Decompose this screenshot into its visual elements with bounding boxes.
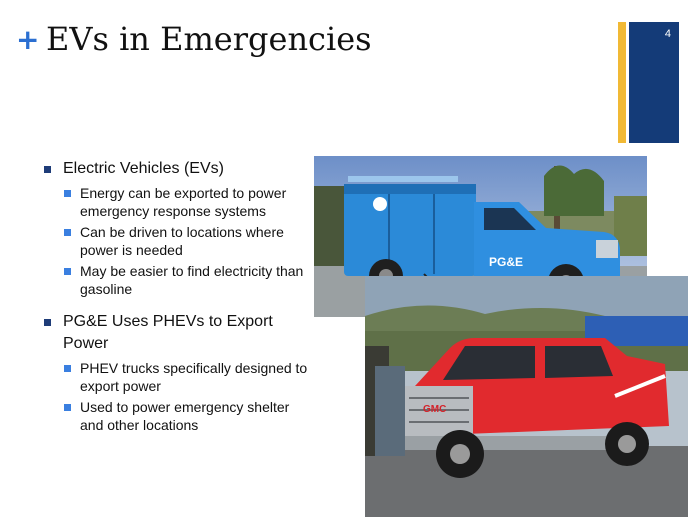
bullet-text: PG&E Uses PHEVs to Export Power bbox=[63, 313, 273, 352]
sub-bullet bbox=[44, 398, 314, 434]
sub-bullet-text: Used to power emergency shelter and other locations bbox=[80, 399, 290, 433]
gmc-badge: GMC bbox=[423, 404, 447, 415]
bullet-text: Electric Vehicles (EVs) bbox=[63, 160, 224, 177]
square-bullet-icon bbox=[44, 319, 51, 326]
square-bullet-icon bbox=[64, 190, 71, 197]
sub-bullet bbox=[44, 223, 314, 259]
photo-red-pickup-truck bbox=[365, 276, 688, 517]
sub-bullet bbox=[44, 359, 314, 395]
page-number-box bbox=[629, 22, 679, 143]
sub-bullet bbox=[44, 184, 314, 220]
red-truck-illustration bbox=[365, 276, 688, 517]
square-bullet-icon bbox=[64, 268, 71, 275]
sub-bullet-text: May be easier to find electricity than gasoline bbox=[80, 263, 304, 297]
square-bullet-icon bbox=[44, 166, 51, 173]
square-bullet-icon bbox=[64, 404, 71, 411]
pge-logo: PG&E bbox=[489, 255, 524, 269]
square-bullet-icon bbox=[64, 229, 71, 236]
sub-bullet bbox=[44, 262, 314, 298]
slide-title: EVs in Emergencies bbox=[46, 20, 372, 58]
sub-bullet-text: PHEV trucks specifically designed to export power bbox=[80, 360, 308, 394]
accent-bar bbox=[618, 22, 626, 143]
square-bullet-icon bbox=[64, 365, 71, 372]
page-number: 4 bbox=[664, 28, 671, 40]
sub-bullet-text: Can be driven to locations where power is needed bbox=[80, 224, 284, 258]
plus-icon: + bbox=[16, 23, 40, 56]
bullet-ev bbox=[44, 158, 314, 180]
bullet-list bbox=[44, 158, 314, 437]
bullet-phev bbox=[44, 311, 314, 355]
sub-bullet-text: Energy can be exported to power emergency response systems bbox=[80, 185, 287, 219]
